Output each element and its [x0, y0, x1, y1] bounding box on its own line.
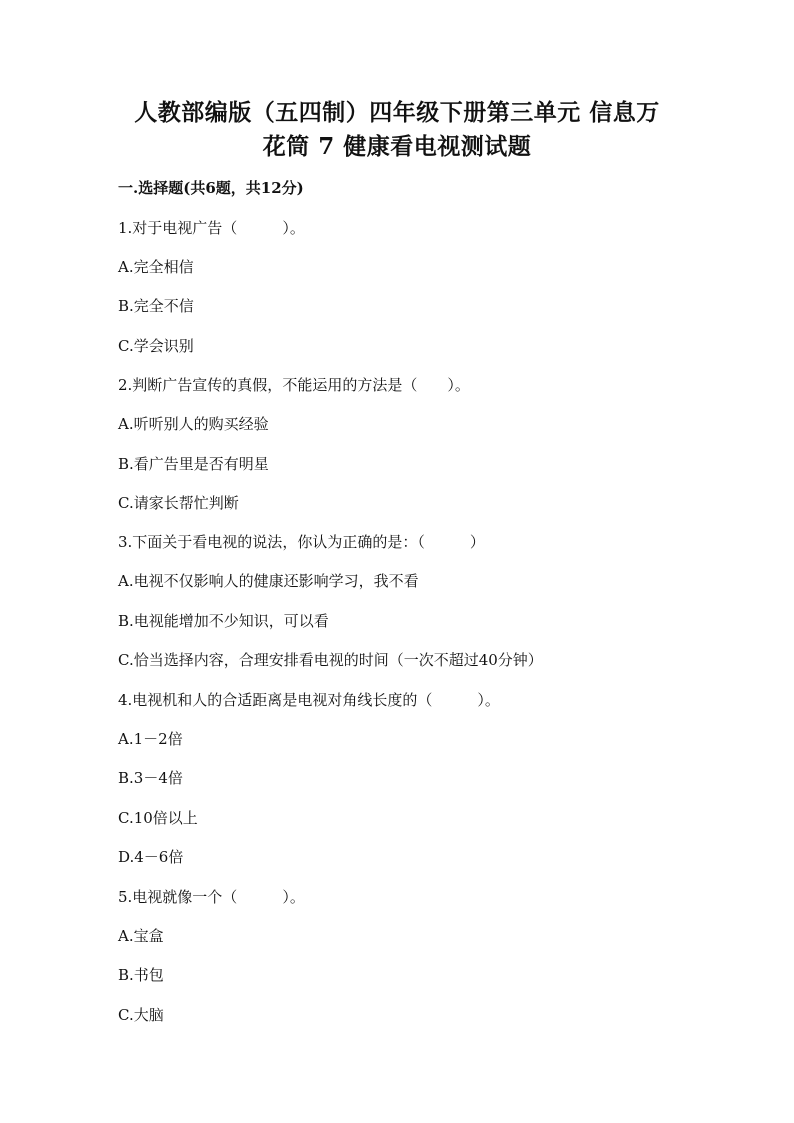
- section-heading: 一.选择题(共6题，共12分): [118, 179, 304, 197]
- question-2-option-b: B.看广告里是否有明星: [118, 455, 269, 473]
- question-4-stem: 4.电视机和人的合适距离是电视对角线长度的（ ）。: [118, 691, 500, 709]
- question-5-stem: 5.电视就像一个（ ）。: [118, 888, 305, 906]
- question-1-option-a: A.完全相信: [118, 258, 194, 276]
- question-4-option-d: D.4－6倍: [118, 848, 184, 866]
- question-1-option-c: C.学会识别: [118, 337, 194, 355]
- question-2-stem: 2.判断广告宣传的真假，不能运用的方法是（ ）。: [118, 376, 470, 394]
- page-title-line-1: 人教部编版（五四制）四年级下册第三单元 信息万: [134, 99, 660, 126]
- question-3-option-c: C.恰当选择内容，合理安排看电视的时间（一次不超过40分钟）: [118, 651, 543, 669]
- question-3-stem: 3.下面关于看电视的说法，你认为正确的是：（ ）: [118, 533, 485, 551]
- question-1-option-b: B.完全不信: [118, 297, 194, 315]
- question-4-option-b: B.3－4倍: [118, 769, 183, 787]
- question-4-option-a: A.1－2倍: [118, 730, 183, 748]
- question-3-option-a: A.电视不仅影响人的健康还影响学习，我不看: [118, 572, 419, 590]
- page-title-line-2: 花筒 7 健康看电视测试题: [262, 133, 532, 160]
- question-5-option-c: C.大脑: [118, 1006, 164, 1024]
- question-2-option-a: A.听听别人的购买经验: [118, 415, 269, 433]
- question-5-option-b: B.书包: [118, 966, 164, 984]
- question-1-stem: 1.对于电视广告（ ）。: [118, 219, 305, 237]
- question-4-option-c: C.10倍以上: [118, 809, 198, 827]
- question-5-option-a: A.宝盒: [118, 927, 164, 945]
- question-2-option-c: C.请家长帮忙判断: [118, 494, 239, 512]
- question-3-option-b: B.电视能增加不少知识，可以看: [118, 612, 329, 630]
